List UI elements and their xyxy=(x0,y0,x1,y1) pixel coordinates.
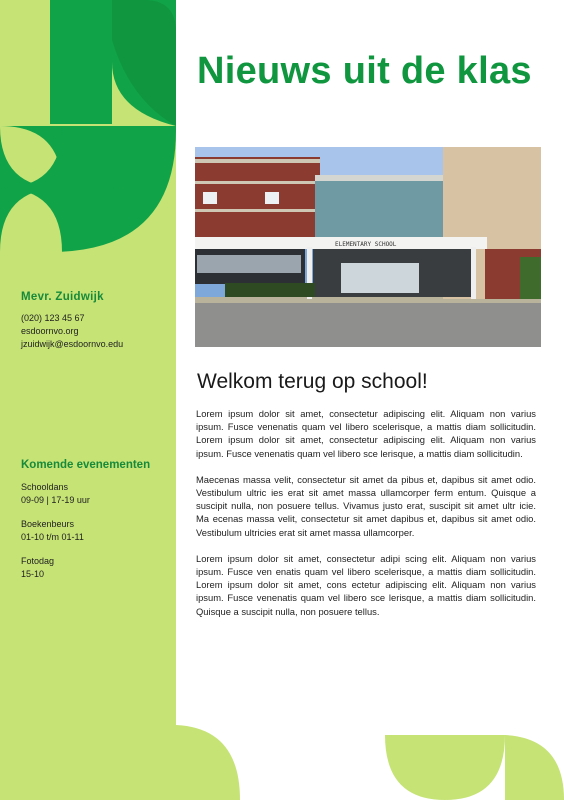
article-paragraph: Maecenas massa velit, consectetur sit amet da pibus et, dapibus sit amet odio. Vestibulum ultric ies erat sit amet massa ullamcorper ferm entum. Quisque a suscipit nulla, non posuere tellus. Vivamus justo erat, suscipit sit amet ultr icie. Ma ecenas massa velit, consectetur sit amet dapibus et, dapibus sit amet odio. Vestibulum ultricies erat sit amet massa ullamcorper. xyxy=(196,473,536,538)
email-address[interactable]: jzuidwijk@esdoornvo.edu xyxy=(21,339,124,349)
decorative-shapes-top xyxy=(0,0,176,252)
article-body xyxy=(196,407,536,631)
website[interactable]: esdoornvo.org xyxy=(21,326,79,336)
event-item xyxy=(21,555,171,581)
article-headline: Welkom terug op school! xyxy=(197,370,428,393)
events-block xyxy=(21,458,171,592)
event-date: 15-10 xyxy=(21,569,45,579)
page-title: Nieuws uit de klas xyxy=(197,50,532,92)
event-name: Fotodag xyxy=(21,556,55,566)
events-title: Komende evenementen xyxy=(21,459,151,471)
event-date: 01-10 t/m 01-11 xyxy=(21,532,84,542)
event-date: 09-09 | 17-19 uur xyxy=(21,495,90,505)
event-name: Schooldans xyxy=(21,482,69,492)
event-item xyxy=(21,518,171,544)
svg-text:ELEMENTARY SCHOOL: ELEMENTARY SCHOOL xyxy=(335,241,397,248)
event-item xyxy=(21,481,171,507)
phone-number: (020) 123 45 67 xyxy=(21,313,85,323)
article-paragraph: Lorem ipsum dolor sit amet, consectetur adipiscing elit. Aliquam non varius ipsum. Fusce venenatis quam vel libero scelerisque, a mattis diam sollicitudin. Lorem ipsum dolor sit amet, consectetur adipiscing elit. Aliquam non varius ipsum. Fusce venenatis quam vel libero sce lerisque, a mattis diam sollicitudin. xyxy=(196,408,536,459)
article-paragraph: Lorem ipsum dolor sit amet, consectetur adipi scing elit. Aliquam non varius ipsum. Fusce ven enatis quam vel libero scelerisque, a mattis diam sollicitudin. Lorem ipsum dolor sit amet, cons ectetur adipiscing elit. Aliquam non varius ipsum. Fusce venenatis quam vel libero sce lerisque, a mattis diam sollicitudin. Quisque a suscipit nulla, non posuere tellus. xyxy=(196,552,536,617)
event-name: Boekenbeurs xyxy=(21,519,75,529)
teacher-name: Mevr. Zuidwijk xyxy=(21,291,104,303)
school-photo xyxy=(195,147,541,347)
contact-block xyxy=(21,291,171,351)
